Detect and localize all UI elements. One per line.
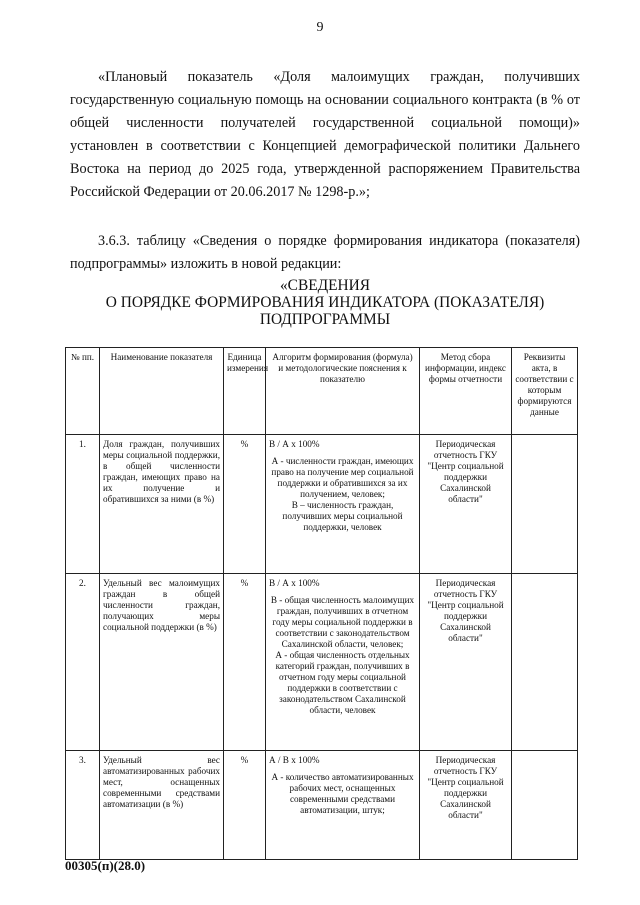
algorithm-cell xyxy=(266,574,420,751)
algorithm-line: А - численности граждан, имеющих право на получение мер социальной поддержки и обратившихся за их получением, человек; xyxy=(271,456,414,499)
act-requisites xyxy=(512,751,578,860)
table-row xyxy=(66,751,578,860)
heading-line: О ПОРЯДКЕ ФОРМИРОВАНИЯ ИНДИКАТОРА (ПОКАЗАТЕЛЯ) xyxy=(105,294,545,311)
row-number: 2. xyxy=(66,574,100,751)
act-requisites xyxy=(512,574,578,751)
algorithm-line: А - количество автоматизированных рабочих мест, оснащенных современными средствами автоматизации, штук; xyxy=(271,772,414,815)
indicator-table xyxy=(65,347,578,860)
paragraph-text: «Плановый показатель «Доля малоимущих граждан, получивших государственную социальную помощь на основании социального контракта (в % от общей численности получателей государственной социальной помощи)» установлен в соответствии с Концепцией демографической политики Дальнего Востока на период до 2025 года, утвержденной распоряжением Правительства Российской Федерации от 20.06.2017 № 1298-р.»; xyxy=(70,69,580,200)
act-requisites xyxy=(512,435,578,574)
algorithm-line: А - общая численность отдельных категорий граждан, получивших в отчетном году меры социальной поддержки в соответствии с законодательством Сахалинской области, человек xyxy=(275,650,410,715)
table-row xyxy=(66,574,578,751)
formula: В / А х 100% xyxy=(269,578,320,588)
indicator-name: Удельный вес малоимущих граждан в общей численности граждан, получающих меры социальной поддержки (в %) xyxy=(100,574,224,751)
header-act-requisites: Реквизиты акта, в соответствии с которым формируются данные xyxy=(512,348,578,435)
header-number: № пп. xyxy=(66,348,100,435)
algorithm-line: В - общая численность малоимущих граждан, получивших в отчетном году меры социальной поддержки в соответствии с законодательством Сахалинской области, человек; xyxy=(270,595,415,649)
heading-line: «СВЕДЕНИЯ xyxy=(279,277,371,294)
unit-cell: % xyxy=(224,435,266,574)
indicator-name: Удельный вес автоматизированных рабочих мест, оснащенных современными средствами автоматизации (в %) xyxy=(100,751,224,860)
algorithm-line: В – численность граждан, получивших меры социальной поддержки, человек xyxy=(282,500,403,532)
header-collection-method: Метод сбора информации, индекс формы отчетности xyxy=(420,348,512,435)
collection-method: Периодическая отчетность ГКУ "Центр социальной поддержки Сахалинской области" xyxy=(420,574,512,751)
header-indicator-name: Наименование показателя xyxy=(100,348,224,435)
paragraph-plan-indicator xyxy=(70,66,580,204)
formula: А / В х 100% xyxy=(269,755,320,765)
paragraph-text: 3.6.3. таблицу «Сведения о порядке формирования индикатора (показателя) подпрограммы» изложить в новой редакции: xyxy=(70,233,580,272)
algorithm-cell xyxy=(266,435,420,574)
row-number: 3. xyxy=(66,751,100,860)
heading-line: ПОДПРОГРАММЫ xyxy=(259,311,391,328)
table-header-row xyxy=(66,348,578,435)
unit-cell: % xyxy=(224,751,266,860)
collection-method: Периодическая отчетность ГКУ "Центр социальной поддержки Сахалинской области" xyxy=(420,435,512,574)
row-number: 1. xyxy=(66,435,100,574)
header-unit: Единица измерения xyxy=(224,348,266,435)
formula: В / А х 100% xyxy=(269,439,320,449)
unit-cell: % xyxy=(224,574,266,751)
header-algorithm: Алгоритм формирования (формула) и методологические пояснения к показателю xyxy=(266,348,420,435)
table-row xyxy=(66,435,578,574)
table-heading xyxy=(70,277,580,328)
indicator-name: Доля граждан, получивших меры социальной поддержки, в общей численности граждан, имеющих право на их получение и обратившихся за ними (в %) xyxy=(100,435,224,574)
paragraph-table-amendment xyxy=(70,230,580,276)
page-number: 9 xyxy=(316,20,324,35)
collection-method: Периодическая отчетность ГКУ "Центр социальной поддержки Сахалинской области" xyxy=(420,751,512,860)
document-code: 00305(п)(28.0) xyxy=(65,858,146,873)
algorithm-cell xyxy=(266,751,420,860)
